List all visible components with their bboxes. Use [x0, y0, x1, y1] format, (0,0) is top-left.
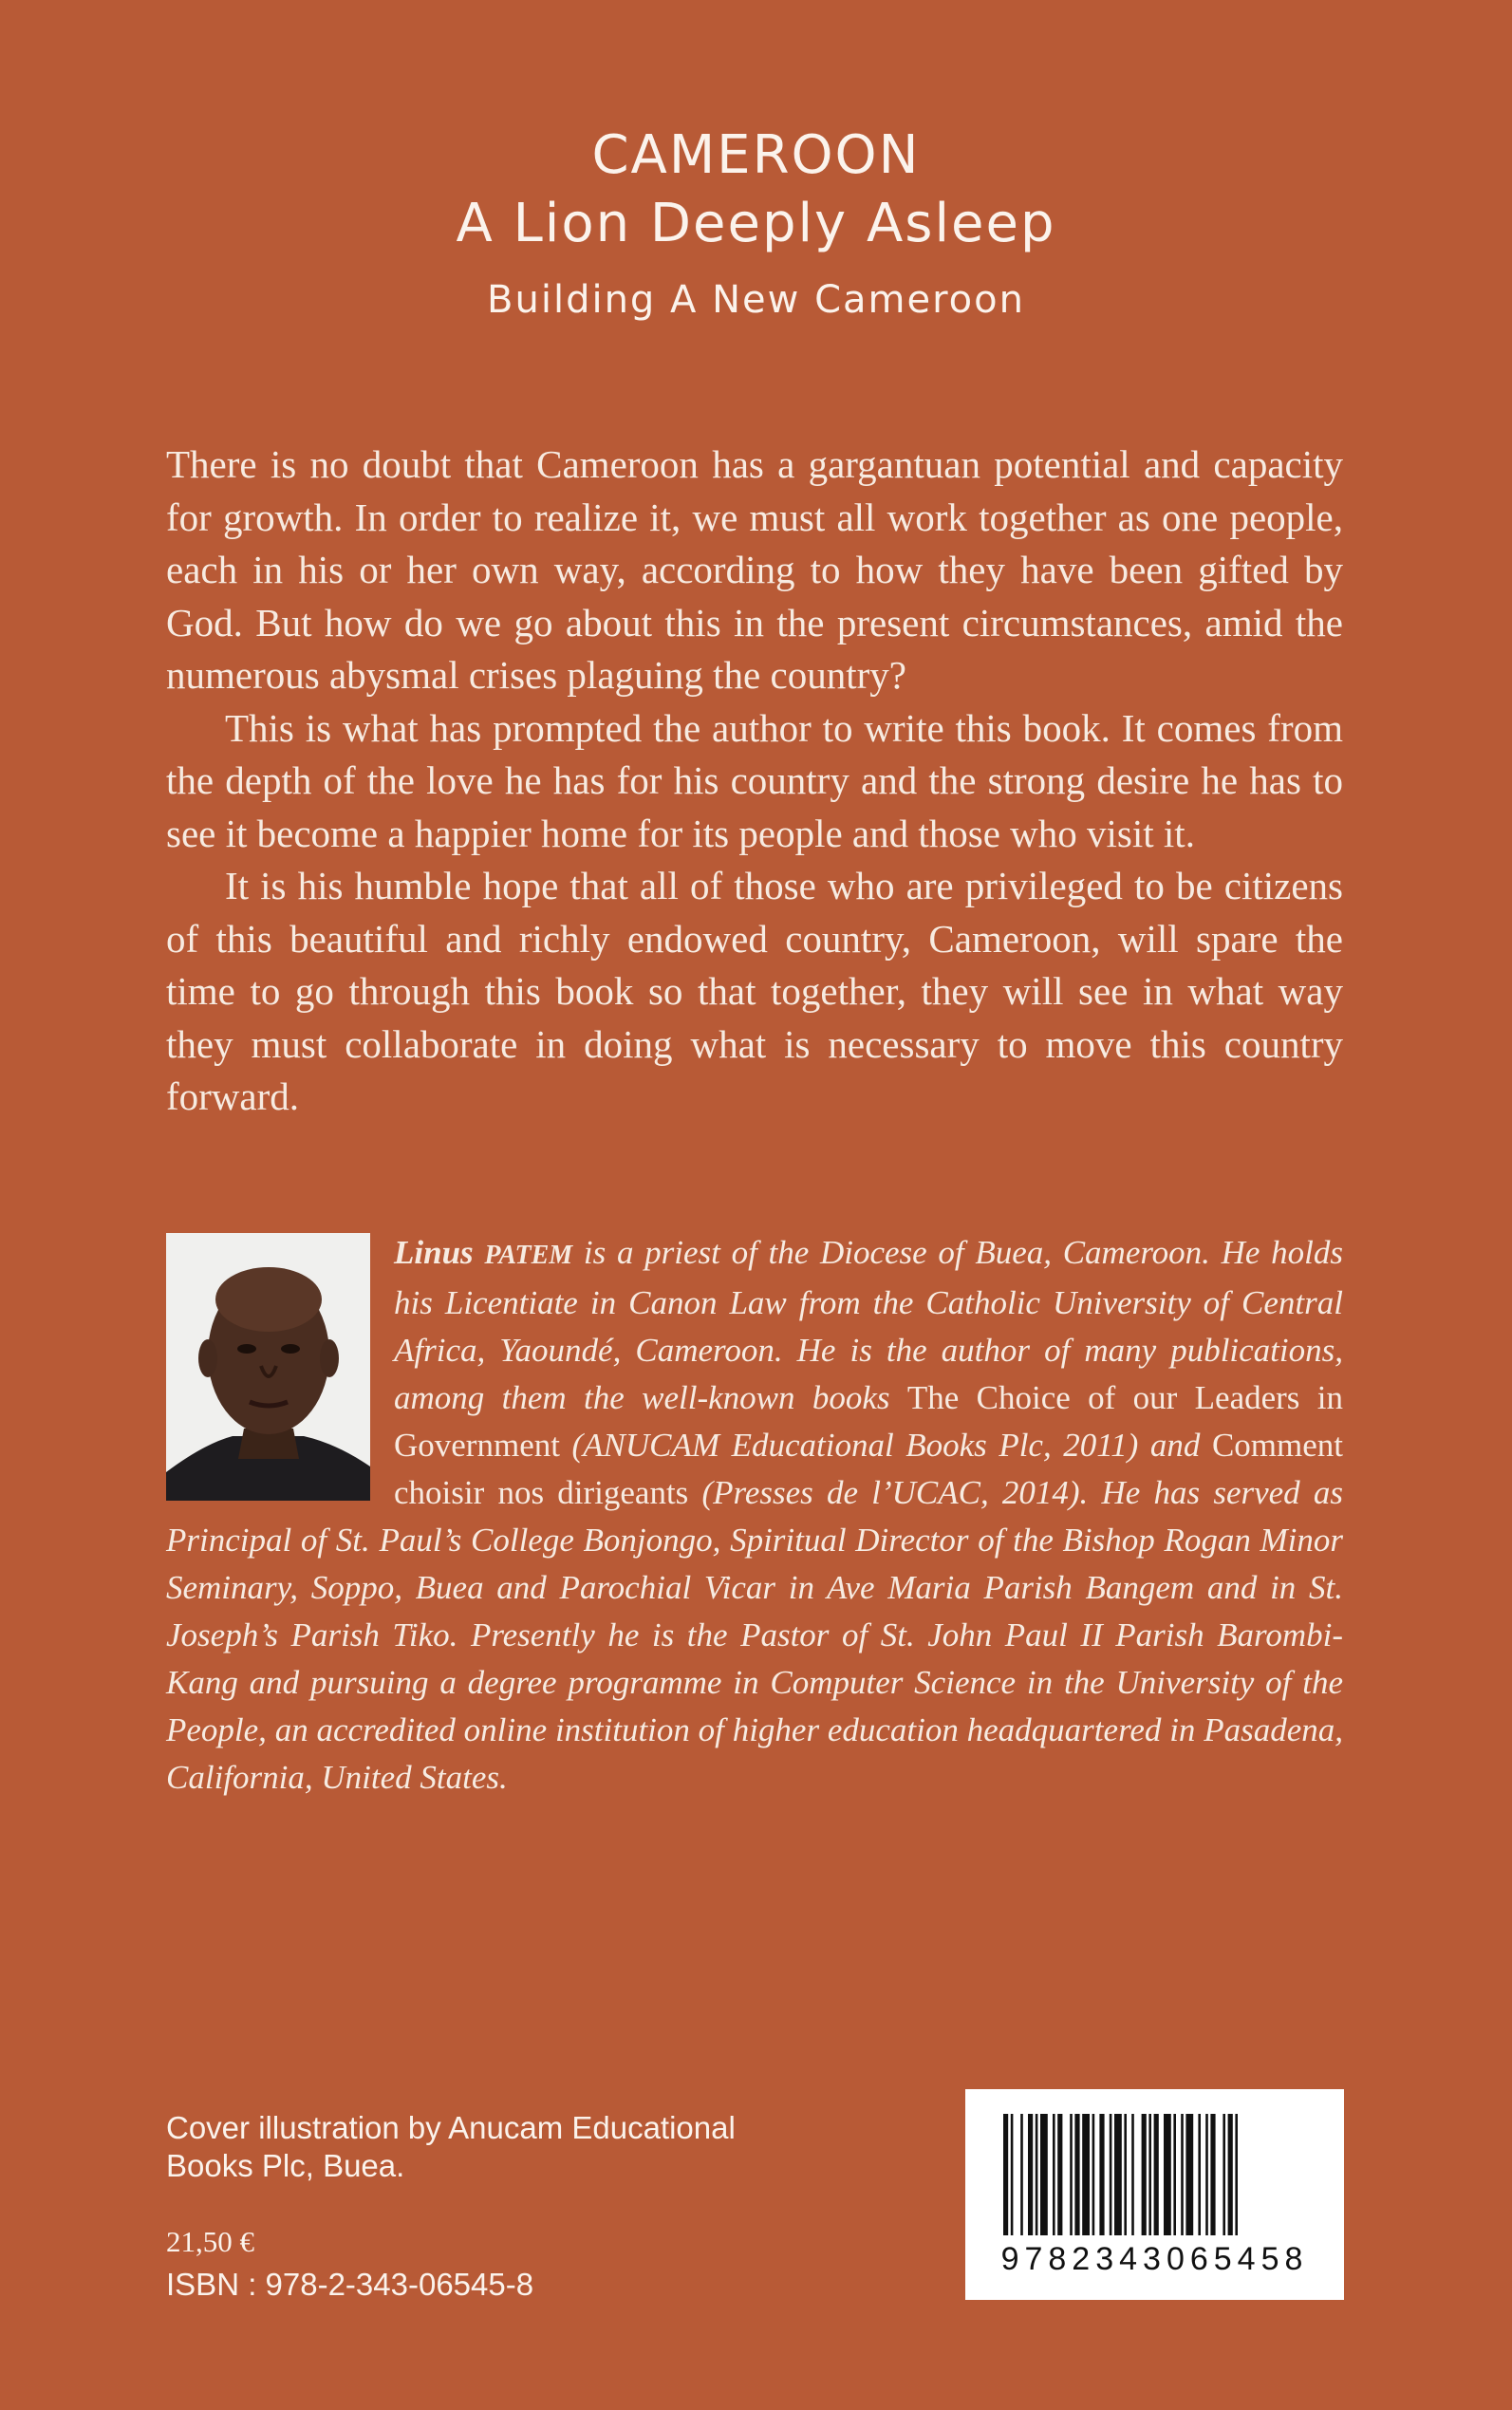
blurb-paragraph: This is what has prompted the author to write this book. It comes from the depth of the love he has for his country and the strong desire he has to see it become a happier home for its people and those who visit it. [166, 705, 1343, 855]
barcode-number: 9782343065458 [1000, 2241, 1309, 2277]
blurb-paragraph: There is no doubt that Cameroon has a gargantuan potential and capacity for growth. In order to realize it, we must all work together as one people, each in his or her own way, according to how they have been gifted by God. But how do we go about this in the present circumstances, amid the numerous abysmal crises plaguing the country? [166, 442, 1343, 697]
book-title-line2: A Lion Deeply Asleep [456, 193, 1056, 254]
barcode [965, 2089, 1344, 2300]
price: 21,50 € [166, 2225, 254, 2258]
cover-credit [166, 2109, 736, 2185]
blurb-paragraph: It is his humble hope that all of those who are privileged to be citizens of this beautiful and richly endowed country, Cameroon, will spare the time to go through this book so that together, they will see in what way they must collaborate in doing what is necessary to move this country forward. [166, 864, 1343, 1118]
blurb [166, 439, 1343, 1124]
book-title-line1: CAMEROON [591, 124, 921, 186]
cover-credit-line2: Books Plc, Buea. [166, 2148, 405, 2183]
bio-text: is a priest of the Diocese of Buea, Cameroon. He holds his Licentiate in Canon Law from the Catholic University of Central Africa, Yaoundé, Cameroon. He is the author of many publications, among them the well-known books [394, 1234, 1343, 1416]
book-subtitle: Building A New Cameroon [487, 278, 1025, 322]
bio-text: (ANUCAM Educational Books Plc, 2011) and [559, 1427, 1212, 1464]
author-bio [166, 1229, 1343, 1802]
book-title-1: The Choice of our Leaders in Government [394, 1379, 1343, 1464]
cover-credit-line1: Cover illustration by Anucam Educational [166, 2110, 736, 2145]
bio-text: (Presses de l’UCAC, 2014). He has served as Principal of St. Paul’s College Bonjongo, Spiritual Director of the Bishop Rogan Minor Seminary, Soppo, Buea and Parochial Vicar in Ave Maria Parish Bangem and in St. Joseph’s Parish Tiko. Presently he is the Pastor of St. John Paul II Parish Barombi-Kang and pursuing a degree programme in Computer Science in the University of the People, an accredited online institution of higher education headquartered in Pasadena, California, United States. [166, 1474, 1343, 1796]
book-title-2: Comment choisir nos dirigeants [394, 1427, 1343, 1511]
author-last-name: PATEM [484, 1241, 573, 1270]
title-block [0, 121, 1512, 328]
isbn: ISBN : 978-2-343-06545-8 [166, 2267, 534, 2302]
author-first-name: Linus [394, 1234, 485, 1271]
